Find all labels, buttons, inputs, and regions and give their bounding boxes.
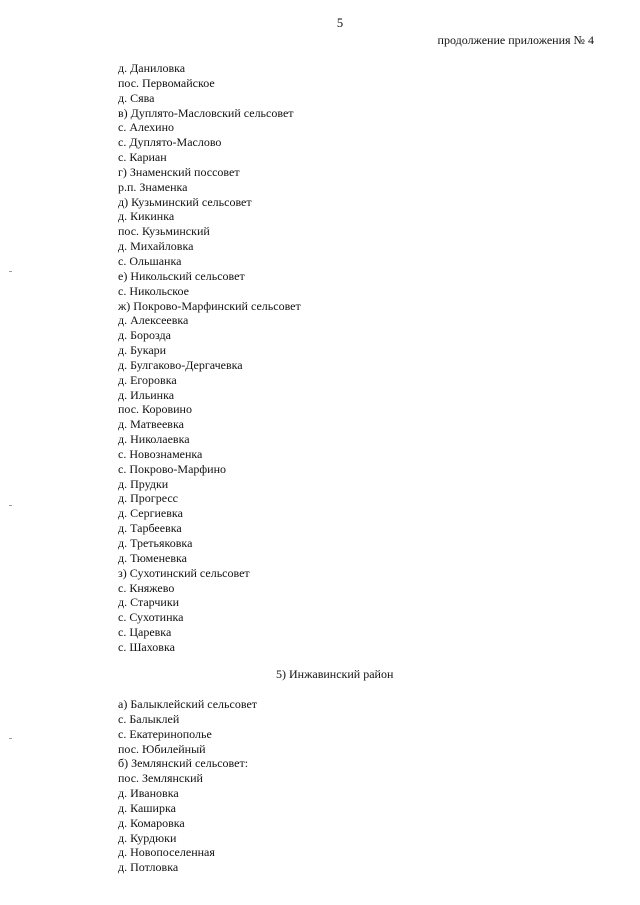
list-item: а) Балыклейский сельсовет (118, 697, 258, 711)
list-item: д. Ивановка (118, 786, 179, 801)
list-item: д. Сява (118, 90, 155, 105)
list-item: д. Кикинка (118, 209, 175, 224)
list-item: с. Покрово-Марфино (118, 461, 227, 476)
list-item: д) Кузьминский сельсовет (118, 194, 252, 209)
list-item: б) Землянский сельсовет: (118, 756, 249, 771)
list-item: д. Матвеевка (118, 417, 184, 432)
section-heading: 5) Инжавинский район (276, 667, 394, 681)
list-item: д. Новопоселенная (118, 845, 215, 860)
margin-mark (9, 271, 12, 272)
list-item: в) Дуплято-Масловский сельсовет (118, 105, 294, 120)
list-item: д. Комаровка (118, 815, 185, 830)
list-item: д. Егоровка (118, 372, 177, 387)
list-item: д. Потловка (118, 860, 179, 875)
settlement-list-2 (118, 697, 257, 875)
list-item: с. Кариан (118, 150, 167, 165)
list-item: с. Ольшанка (118, 253, 182, 268)
page-number: 5 (336, 16, 344, 30)
list-item: д. Старчики (118, 595, 180, 610)
list-item: д. Ильинка (118, 387, 175, 402)
list-item: с. Никольское (118, 283, 189, 298)
list-item: з) Сухотинский сельсовет (118, 565, 250, 580)
continuation-note: продолжение приложения № 4 (437, 33, 594, 47)
list-item: д. Михайловка (118, 239, 194, 254)
list-item: д. Третьяковка (118, 536, 193, 550)
list-item: с. Новознаменка (118, 446, 203, 461)
list-item: пос. Первомайское (118, 75, 215, 90)
settlement-list-1 (118, 61, 301, 655)
list-item: д. Прогресс (118, 491, 178, 506)
list-item: с. Шаховка (118, 639, 175, 654)
margin-mark (9, 505, 12, 506)
list-item: д. Каширка (118, 800, 176, 815)
list-item: д. Даниловка (118, 61, 186, 75)
list-item: д. Прудки (118, 476, 169, 491)
list-item: е) Никольский сельсовет (118, 268, 245, 283)
list-item: пос. Землянский (118, 771, 203, 786)
list-item: г) Знаменский поссовет (118, 164, 240, 179)
list-item: д. Тюменевка (118, 550, 187, 565)
list-item: с. Балыклей (118, 711, 180, 726)
list-item: пос. Коровино (118, 402, 192, 417)
list-item: д. Булгаково-Дергачевка (118, 357, 243, 372)
list-item: с. Алехино (118, 120, 174, 135)
list-item: с. Княжево (118, 580, 175, 595)
list-item: с. Екатеринополье (118, 726, 212, 741)
list-item: с. Царевка (118, 625, 172, 640)
list-item: пос. Юбилейный (118, 741, 206, 756)
list-item: ж) Покрово-Марфинский сельсовет (118, 298, 301, 313)
list-item: р.п. Знаменка (118, 179, 188, 194)
list-item: д. Курдюки (118, 830, 177, 845)
list-item: с. Дуплято-Маслово (118, 135, 222, 150)
list-item: д. Тарбеевка (118, 521, 182, 536)
list-item: д. Сергиевка (118, 506, 183, 521)
margin-mark (9, 738, 12, 739)
list-item: д. Алексеевка (118, 313, 189, 328)
list-item: пос. Кузьминский (118, 224, 210, 239)
list-item: д. Борозда (118, 328, 171, 343)
list-item: д. Букари (118, 343, 167, 358)
list-item: д. Николаевка (118, 432, 190, 447)
list-item: с. Сухотинка (118, 610, 184, 625)
